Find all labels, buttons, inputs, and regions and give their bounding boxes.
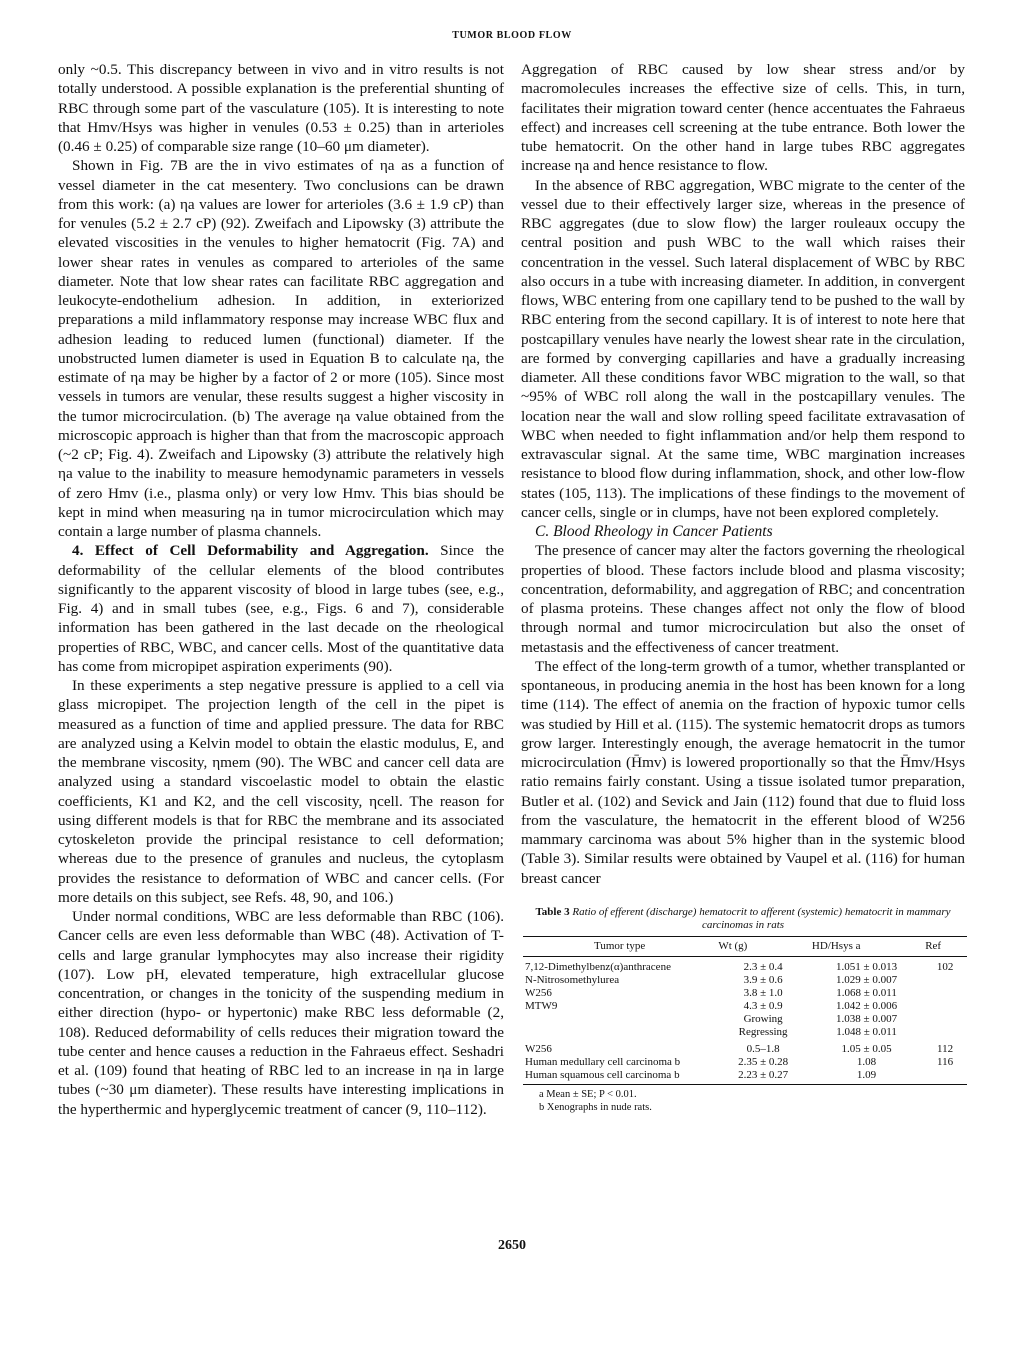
table-cell bbox=[923, 1000, 967, 1013]
table-cell: 2.3 ± 0.4 bbox=[743, 960, 783, 973]
table-cell: 3.9 ± 0.6 bbox=[743, 973, 783, 986]
table-header: Ref bbox=[923, 936, 967, 956]
right-column bbox=[521, 60, 965, 1114]
table-footnote: b Xenographs in nude rats. bbox=[539, 1101, 652, 1113]
table-3-grid bbox=[523, 936, 967, 1085]
left-paragraph-4: In these experiments a step negative pressure is applied to a cell via glass micropipet. The projection length of the cell in the pipet is measured as a function of time and applied pressure. The data for RBC are analyzed using a Kelvin model to obtain the elastic modulus, E, and the membrane viscosity, ηmem (90). The WBC and cancer cell data are analyzed using a standard viscoelastic model to obtain the elastic coefficients, K1 and K2, and the cell viscosity, ηcell. The reason for using different models is that for RBC the membrane and its associated cytoskeleton provide the principal resistance to cell deformation; whereas due to the presence of granules and nucleus, the cytoplasm provides the resistance to deformation of WBC and cancer cells. (For more details on this subject, see Refs. 48, 90, and 106.) bbox=[58, 677, 504, 906]
table-footnote: a Mean ± SE; P < 0.01. bbox=[539, 1088, 637, 1100]
table-cell: Growing bbox=[743, 1012, 783, 1025]
table-header: Wt (g) bbox=[716, 936, 810, 956]
section-c-heading: C. Blood Rheology in Cancer Patients bbox=[535, 523, 773, 540]
table-header: Tumor type bbox=[523, 936, 716, 956]
table-footnotes bbox=[521, 1088, 965, 1114]
page-number: 2650 bbox=[498, 1238, 526, 1253]
table-cell: 1.068 ± 0.011 bbox=[836, 986, 897, 999]
table-title: Ratio of efferent (discharge) hematocrit to afferent (systemic) hematocrit in mammary carcinomas in rats bbox=[572, 905, 951, 931]
table-cell: 1.05 ± 0.05 bbox=[841, 1042, 892, 1055]
table-cell bbox=[923, 1013, 967, 1026]
table-row bbox=[523, 1000, 967, 1013]
table-row bbox=[523, 974, 967, 987]
running-head: TUMOR BLOOD FLOW bbox=[452, 30, 572, 41]
table-cell: 112 bbox=[937, 1042, 954, 1055]
table-cell bbox=[523, 1026, 716, 1039]
table-row bbox=[523, 1069, 967, 1085]
table-label: Table 3 bbox=[535, 905, 570, 918]
table-cell: W256 bbox=[525, 986, 552, 999]
table-cell: Human medullary cell carcinoma b bbox=[525, 1055, 681, 1068]
left-paragraph-1: only ~0.5. This discrepancy between in vivo and in vitro results is not totally understood. A possible explanation is the preferential shunting of RBC through some part of the vasculature (105). It is interesting to note that Hmv/Hsys was higher in venules (0.53 ± 0.25) than in arterioles (0.46 ± 0.25) of comparable size range (10–60 μm diameter). bbox=[58, 61, 504, 155]
table-cell: Human squamous cell carcinoma b bbox=[523, 1069, 716, 1085]
table-3 bbox=[521, 906, 965, 1114]
table-cell: 1.09 bbox=[810, 1069, 923, 1085]
table-header-row bbox=[523, 936, 967, 956]
table-row bbox=[523, 1056, 967, 1069]
table-cell: 116 bbox=[937, 1055, 954, 1068]
table-cell: 2.23 ± 0.27 bbox=[716, 1069, 810, 1085]
table-row bbox=[523, 1026, 967, 1039]
table-cell: MTW9 bbox=[525, 999, 558, 1012]
table-cell: 3.8 ± 1.0 bbox=[743, 986, 783, 999]
table-cell: 1.038 ± 0.007 bbox=[836, 1012, 898, 1025]
table-cell: 1.08 bbox=[856, 1055, 877, 1068]
table-cell: 0.5–1.8 bbox=[746, 1042, 780, 1055]
table-cell: 2.35 ± 0.28 bbox=[738, 1055, 789, 1068]
table-cell: 102 bbox=[936, 960, 954, 973]
table-row bbox=[523, 956, 967, 974]
table-row bbox=[523, 1013, 967, 1026]
table-cell: W256 bbox=[525, 1042, 552, 1055]
table-cell: 1.029 ± 0.007 bbox=[836, 973, 898, 986]
right-paragraph-1: Aggregation of RBC caused by low shear stress and/or by macromolecules increases the effective size of cells. This, in turn, facilitates their migration toward center (hence accentuates the Fahraeus effect) and increases cell screening at the tube entrance. Both lower the tube hematocrit. On the other hand in large tubes RBC aggregates increase ηa and hence resistance to flow. bbox=[521, 61, 965, 175]
table-header: HD/Hsys a bbox=[810, 936, 923, 956]
table-cell: 1.042 ± 0.006 bbox=[836, 999, 898, 1012]
table-cell bbox=[923, 1069, 967, 1085]
right-paragraph-3: The presence of cancer may alter the factors governing the rheological properties of blood. These factors include blood and plasma viscosity; concentration, deformability, and aggregation of RBC; and concentration of plasma proteins. These changes affect not only the flow of blood through normal and tumor microcirculation but also the onset of metastasis and the effectiveness of cancer treatment. bbox=[521, 542, 965, 656]
table-cell: 1.048 ± 0.011 bbox=[836, 1025, 897, 1038]
table-cell: 7,12-Dimethylbenz(α)anthracene bbox=[525, 960, 671, 973]
left-column bbox=[58, 60, 504, 1119]
left-paragraph-3 bbox=[58, 541, 504, 676]
table-cell bbox=[923, 1026, 967, 1039]
table-row bbox=[523, 1039, 967, 1056]
table-row bbox=[523, 987, 967, 1000]
section-4-body: Since the deformability of the cellular elements of the blood contributes significantly to the apparent viscosity of blood in large tubes (see, e.g., Fig. 4) and in small tubes (see, e.g., Figs. 6 and 7), considerable information has been gathered in the last decade on the rheological properties of RBC, WBC, and cancer cells. Most of the quantitative data has come from micropipet aspiration experiments (90). bbox=[58, 542, 504, 675]
right-paragraph-4: The effect of the long-term growth of a tumor, whether transplanted or spontaneous, in producing anemia in the host has been known for a long time (114). The effect of anemia on the fraction of hypoxic tumor cells was studied by Hill et al. (115). The systemic hematocrit drops as tumors grow larger. Interestingly enough, the average hematocrit in the tumor microcirculation (H̄mv) is lowered proportionally so that the H̄mv/Hsys ratio remains fairly constant. Using a tissue isolated tumor preparation, Butler et al. (102) and Sevick and Jain (112) found that due to fluid loss from the vasculature, the hematocrit in the efferent blood of W256 mammary carcinoma was about 5% higher than in the systemic blood (Table 3). Similar results were obtained by Vaupel et al. (116) for human breast cancer bbox=[521, 657, 965, 887]
table-cell bbox=[923, 974, 967, 987]
table-cell: Regressing bbox=[738, 1025, 788, 1038]
left-paragraph-5: Under normal conditions, WBC are less deformable than RBC (106). Cancer cells are even less deformable than WBC (48). Activation of T-cells and large granular lymphocytes may also increase their rigidity (107). Low pH, elevated temperature, high extracellular glucose concentration, or changes in the tonicity of the suspending medium in either direction (hypo- or hypertonic) make RBC less deformable (2, 108). Reduced deformability of cells reduces their migration toward the tube center and hence causes a reduction in the Fahraeus effect. Seshadri et al. (109) found that heating of RBC led to an increase in ηa in large tubes (~30 μm diameter). These results have interesting implications in the hyperthermic and hyperglycemic treatment of cancer (9, 110–112). bbox=[58, 908, 504, 1118]
section-4-title: 4. Effect of Cell Deformability and Aggregation. bbox=[72, 542, 429, 560]
table-caption bbox=[521, 906, 965, 936]
table-cell: 4.3 ± 0.9 bbox=[743, 999, 783, 1012]
right-paragraph-2: In the absence of RBC aggregation, WBC migrate to the center of the vessel due to their effectively larger size, whereas in the presence of RBC aggregates (due to slow flow) the larger rouleaux occupy the central position and push WBC to the wall which raises their concentration in the vessel. Such lateral displacement of WBC by RBC also occurs in a tube with increasing diameter. In addition, in convergent flows, WBC entering from one capillary tend to be pushed to the wall by RBC entering from the second capillary. It is of interest to note here that postcapillary venules have nearly the lowest shear rate in the circulation, are formed by converging capillaries and have a gradually increasing diameter. All these conditions favor WBC migration to the wall, so that ~95% of WBC roll along the wall in the postcapillary venules. The location near the wall and slow rolling speed facilitate extravasation of WBC when needed to fight inflammation and/or help them respond to extravascular signal. At the same time, WBC margination increases resistance to blood flow during inflammation, shock, and other low-flow states (105, 113). The implications of these findings to the movement of cancer cells, single or in clumps, have not been explored completely. bbox=[521, 176, 965, 521]
left-paragraph-2: Shown in Fig. 7B are the in vivo estimates of ηa as a function of vessel diameter in the cat mesentery. Two conclusions can be drawn from this work: (a) ηa values are lower for arterioles (3.6 ± 1.9 cP) than for venules (5.2 ± 2.7 cP) (92). Zweifach and Lipowsky (3) attribute the elevated viscosities in the venules to higher hematocrit (Fig. 7A) and lower shear rates in venules as compared to arterioles of the same diameter. Note that low shear rates can facilitate RBC aggregation and leukocyte-endothelium adhesion. In addition, in exteriorized preparations a mild inflammatory response may increase WBC flux and adhesion leading to reduced lumen (functional) diameter. If the unobstructed lumen diameter is used in Equation B to calculate ηa, the estimate of ηa may be higher by a factor of 2 or more (105). Since most vessels in tumors are venular, these results suggest a higher viscosity in the tumor microcirculation. (b) The average ηa value obtained from the microscopic approach is higher than that from the macroscopic approach (~2 cP; Fig. 4). Zweifach and Lipowsky (3) attribute the relatively high ηa value to the inability to measure hemodynamic parameters in vessels of zero Hmv (i.e., plasma only) or very low Hmv. This bias should be kept in mind when measuring ηa in tumor microcirculation which may contain a large number of plasma channels. bbox=[58, 157, 504, 540]
table-cell bbox=[523, 1013, 716, 1026]
table-cell: 1.051 ± 0.013 bbox=[836, 960, 898, 973]
table-cell: N-Nitrosomethylurea bbox=[525, 973, 620, 986]
table-cell bbox=[923, 987, 967, 1000]
